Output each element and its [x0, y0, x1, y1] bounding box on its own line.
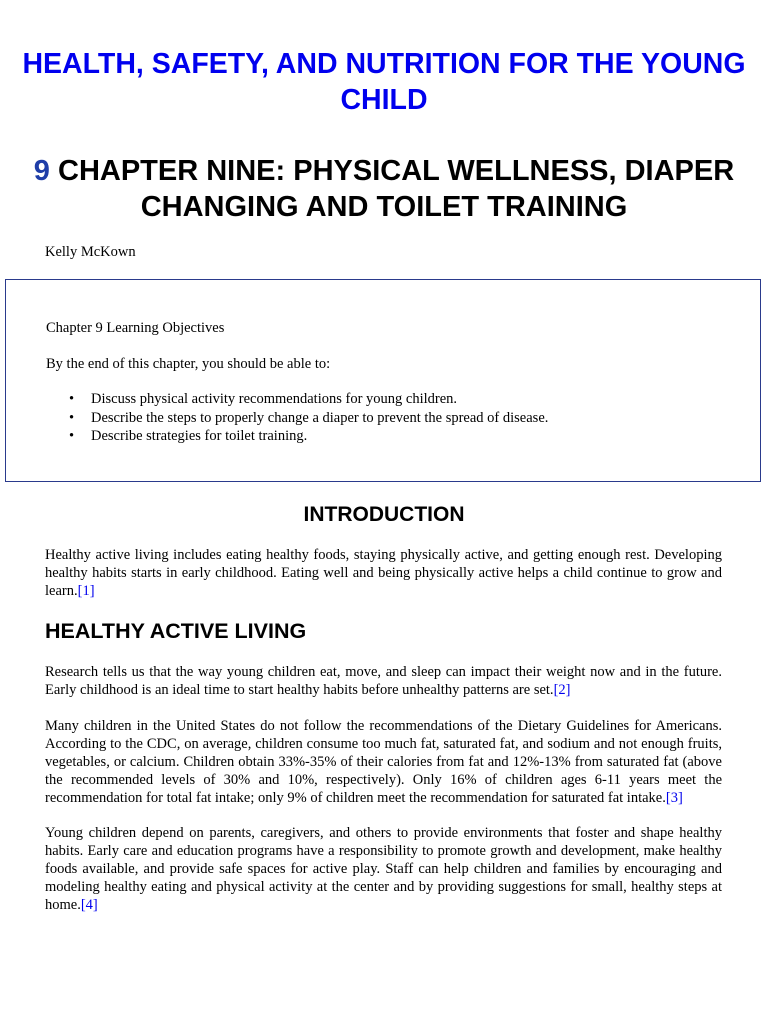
paragraph-text: Young children depend on parents, caregivers, and others to provide environments that foster and shape healthy habits. Early care and education programs have a responsibility to promote growth and development, make healthy foods available, and provide safe spaces for active play. Staff can help children and families by encouraging and modeling healthy eating and physical activity at the center and by providing suggestions for small, healthy steps at home.	[45, 825, 722, 913]
objectives-intro: By the end of this chapter, you should be able to:	[46, 356, 331, 372]
chapter-number: 9	[33, 155, 50, 187]
chapter-title	[0, 153, 768, 225]
paragraph-text: Healthy active living includes eating healthy foods, staying physically active, and getting enough rest. Developing healthy habits starts in early childhood. Eating well and being physically active helps a child continue to grow and learn.	[45, 547, 722, 599]
body-paragraph	[45, 824, 722, 914]
healthy-active-living-heading: HEALTHY ACTIVE LIVING	[45, 619, 307, 643]
body-paragraph	[45, 717, 722, 807]
book-title: HEALTH, SAFETY, AND NUTRITION FOR THE YOUNG CHILD	[22, 48, 746, 116]
footnote-link[interactable]: [3]	[665, 790, 683, 806]
footnote-link[interactable]: [4]	[80, 897, 98, 913]
objectives-heading: Chapter 9 Learning Objectives	[46, 320, 225, 336]
introduction-heading: INTRODUCTION	[303, 503, 465, 526]
footnote-link[interactable]: [1]	[77, 583, 95, 599]
learning-objectives-box	[5, 279, 761, 482]
paragraph-text: Many children in the United States do not follow the recommendations of the Dietary Guidelines for Americans. According to the CDC, on average, children consume too much fat, saturated fat, and sodium and not enough fruits, vegetables, or calcium. Children obtain 33%-35% of their calories from fat and 12%-13% from saturated fat (above the recommended levels of 30% and 10%, respectively). Only 16% of children ages 6-11 years meet the recommendation for total fat intake; only 9% of children meet the recommendation for saturated fat intake.	[45, 718, 722, 806]
objective-item: • Describe strategies for toilet training.	[46, 427, 548, 446]
author-name: Kelly McKown	[45, 244, 136, 260]
objective-item: • Describe the steps to properly change a diaper to prevent the spread of disease.	[46, 409, 548, 428]
body-paragraph	[45, 663, 722, 699]
objective-item: • Discuss physical activity recommendations for young children.	[46, 390, 548, 409]
chapter-title-text: CHAPTER NINE: PHYSICAL WELLNESS, DIAPER CHANGING AND TOILET TRAINING	[58, 155, 735, 223]
footnote-link[interactable]: [2]	[553, 682, 571, 698]
paragraph-text: Research tells us that the way young children eat, move, and sleep can impact their weight now and in the future. Early childhood is an ideal time to start healthy habits before unhealthy patterns are set.	[45, 664, 722, 698]
introduction-paragraph	[45, 546, 722, 600]
objectives-list	[46, 390, 548, 446]
